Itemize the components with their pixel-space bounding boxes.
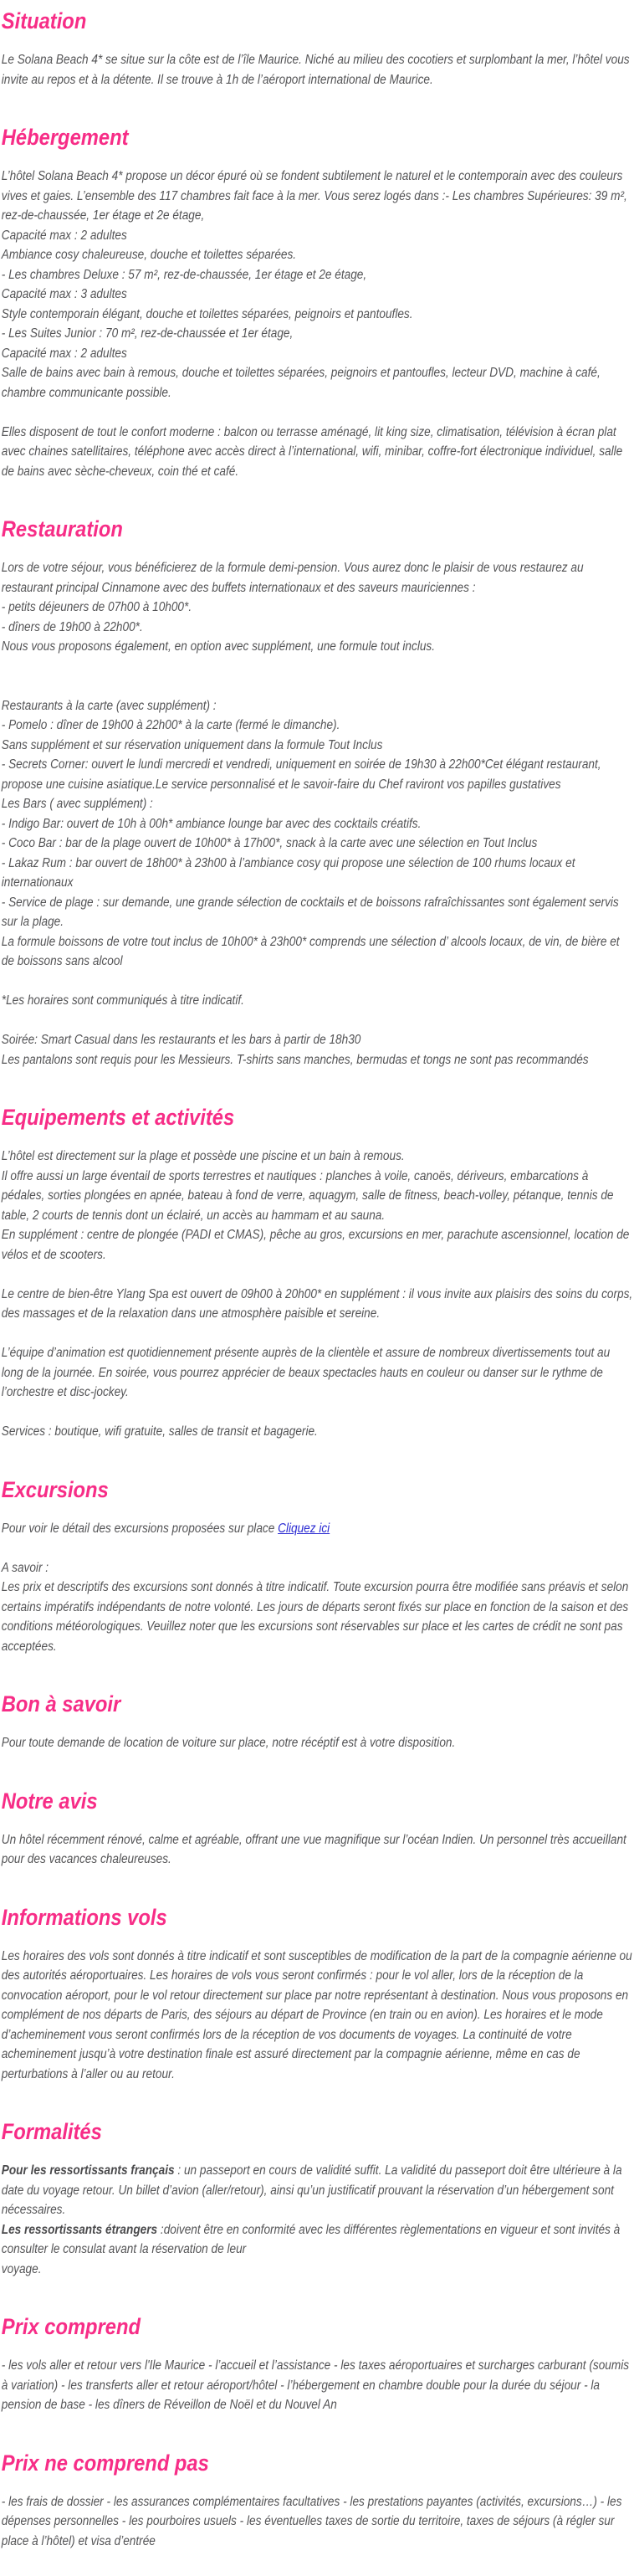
section-title-hebergement: Hébergement [1, 125, 129, 150]
section-title-situation: Situation [1, 8, 87, 33]
paragraph [2, 2161, 633, 2220]
paragraph: Les horaires des vols sont donnés à titre indicatif et sont susceptibles de modification de la part de la compagnie aérienne ou des autorités aéroportuaires. Les horaires de vols vous seront confirmés : pour le vol aller, lors de la réception de la convocation aéroport, pour le vol retour directement sur place par notre représentant à destination. Nous vous proposons en complément de nos départs de Paris, des séjours au départ de Province (en train ou en avion). Les horaires et le mode d’acheminement vous seront confirmés lors de la réception de vos documents de voyages. La continuité de votre acheminement jusqu’à votre destination finale est assuré directement par la compagnie aérienne, même en cas de perturbations à l’aller ou au retour. [1, 1948, 632, 2081]
paragraph: Capacité max : 3 adultes [1, 287, 127, 301]
paragraph: - Service de plage : sur demande, une grande sélection de cocktails et de boissons rafraîchissantes sont également servis sur la plage. [1, 895, 619, 929]
paragraph: Capacité max : 2 adultes [1, 228, 127, 243]
paragraph: Un hôtel récemment rénové, calme et agréable, offrant une vue magnifique sur l’océan Indien. Un personnel très accueillant pour des vacances chaleureuses. [1, 1832, 626, 1866]
paragraph: Sans supplément et sur réservation uniquement dans la formule Tout Inclus [1, 737, 383, 752]
excursions-details-link[interactable]: Cliquez ici [278, 1521, 330, 1536]
section-title-equipements-activites: Equipements et activités [1, 1105, 235, 1130]
paragraph [2, 1519, 633, 1539]
section-notre-avis [2, 1788, 633, 1870]
paragraph: L’équipe d’animation est quotidiennement présente auprès de la clientèle et assure de nombreux divertissements tout au long de la journée. En soirée, vous pourrez apprécier de beaux spectacles hauts en couleur ou danser sur le rythme de l’orchestre et disc-jockey. [1, 1346, 611, 1399]
paragraph: Pour toute demande de location de voiture sur place, notre récéptif est à votre disposition. [1, 1736, 456, 1750]
paragraph: - petits déjeuners de 07h00 à 10h00*. [1, 600, 192, 614]
paragraph: Style contemporain élégant, douche et toilettes séparées, peignoirs et pantoufles. [1, 306, 413, 321]
section-title-bon-a-savoir: Bon à savoir [1, 1691, 121, 1716]
section-title-notre-avis: Notre avis [1, 1788, 98, 1814]
section-situation [2, 8, 633, 90]
paragraph: - les vols aller et retour vers l'Ile Maurice - l’accueil et l’assistance - les taxes aéroportuaires et surcharges carburant (soumis à variation) - les transferts aller et retour aéroport/hôtel - l’hébergement en chambre double pour la durée du séjour - la pension de base - les dîners de Réveillon de Noël et du Nouvel An [1, 2358, 630, 2412]
paragraph: Il offre aussi un large éventail de sports terrestres et nautiques : planches à voile, canoës, dériveurs, embarcations à pédales, sorties plongées en apnée, bateau à fond de verre, aquagym, salle de fitness, beach-volley, pétanque, tennis de table, 2 courts de tennis dont un éclairé, un accès au hammam et au sauna. [1, 1168, 614, 1223]
paragraph: Restaurants à la carte (avec supplément) : [1, 698, 217, 713]
excursions-intro-text: Pour voir le détail des excursions proposées sur place [1, 1521, 279, 1536]
paragraph: - Coco Bar : bar de la plage ouvert de 10h00* à 17h00*, snack à la carte avec une sélection en Tout Inclus [1, 836, 538, 850]
paragraph: - Pomelo : dîner de 19h00 à 22h00* à la carte (fermé le dimanche). [1, 718, 340, 732]
formalites-etrangers-text: :doivent être en conformité avec les différentes règlementations en vigueur et sont invités à consulter le consulat avant la réservation de leur [1, 2222, 621, 2256]
paragraph: A savoir : [1, 1560, 49, 1575]
paragraph: - Les chambres Deluxe : 57 m², rez-de-chaussée, 1er étage et 2e étage, [1, 267, 367, 282]
paragraph: - les frais de dossier - les assurances complémentaires facultatives - les prestations payantes (activités, excursions…) - les dépenses personnelles - les pourboires usuels - les éventuelles taxes de sortie du territoire, taxes de séjours (à régler sur place à l’hôtel) et visa d’entrée [1, 2494, 622, 2548]
paragraph: Elles disposent de tout le confort moderne : balcon ou terrasse aménagé, lit king size, climatisation, télévision à écran plat avec chaines satellitaires, téléphone avec accès direct à l’international, wifi, minibar, coffre-fort électronique individuel, salle de bains avec sèche-cheveux, coin thé et café. [1, 424, 623, 479]
section-title-prix-comprend: Prix comprend [1, 2314, 141, 2339]
section-title-formalites: Formalités [1, 2119, 102, 2144]
paragraph: Les pantalons sont requis pour les Messieurs. T-shirts sans manches, bermudas et tongs ne sont pas recommandés [1, 1052, 589, 1067]
section-informations-vols [2, 1905, 633, 2085]
paragraph: - Les Suites Junior : 70 m², rez-de-chaussée et 1er étage, [1, 326, 294, 341]
section-excursions [2, 1477, 633, 1657]
paragraph: *Les horaires sont communiqués à titre indicatif. [1, 993, 244, 1008]
section-title-excursions: Excursions [1, 1476, 109, 1502]
paragraph: Les Bars ( avec supplément) : [1, 797, 153, 811]
section-bon-a-savoir [2, 1691, 633, 1753]
paragraph: Les prix et descriptifs des excursions sont donnés à titre indicatif. Toute excursion pourra être modifiée sans préavis et selon certains impératifs indépendants de notre volonté. Les jours de départs seront fixés sur place en fonction de la saison et des conditions météorologiques. Veuillez noter que les excursions sont réservables sur place et les cartes de crédit ne sont pas acceptées. [1, 1580, 629, 1654]
paragraph: Ambiance cosy chaleureuse, douche et toilettes séparées. [1, 248, 297, 262]
paragraph: La formule boissons de votre tout inclus de 10h00* à 23h00* comprends une sélection d’ alcools locaux, de vin, de bière et de boissons sans alcool [1, 934, 620, 968]
paragraph: - Indigo Bar: ouvert de 10h à 00h* ambiance lounge bar avec des cocktails créatifs. [1, 816, 422, 831]
paragraph: - Secrets Corner: ouvert le lundi mercredi et vendredi, uniquement en soirée de 19h30 à 22h00*Cet élégant restaurant, propose une cuisine asiatique.Le service personnalisé et le savoir-faire du Chef raviront vos papilles gustatives [1, 757, 601, 792]
paragraph: voyage. [1, 2261, 42, 2276]
paragraph: Salle de bains avec bain à remous, douche et toilettes séparées, peignoirs et pantoufles, lecteur DVD, machine à café, chambre communicante possible. [1, 366, 601, 400]
section-title-restauration: Restauration [1, 516, 123, 541]
paragraph: L’hôtel est directement sur la plage et possède une piscine et un bain à remous. [1, 1149, 405, 1163]
paragraph: Le centre de bien-être Ylang Spa est ouvert de 09h00 à 20h00* en supplément : il vous invite aux plaisirs des soins du corps, des massages et de la relaxation dans une atmosphère paisible et sereine. [1, 1286, 633, 1321]
paragraph: Services : boutique, wifi gratuite, salles de transit et bagagerie. [1, 1424, 318, 1439]
section-title-informations-vols: Informations vols [1, 1904, 167, 1930]
paragraph: Capacité max : 2 adultes [1, 346, 127, 361]
section-formalites [2, 2119, 633, 2279]
paragraph [2, 2220, 633, 2260]
paragraph: - dîners de 19h00 à 22h00*. [1, 619, 143, 634]
paragraph: Le Solana Beach 4* se situe sur la côte est de l’île Maurice. Niché au milieu des cocotiers et surplombant la mer, l’hôtel vous invite au repos et à la détente. Il se trouve à 1h de l’aéroport international de Maurice. [1, 53, 630, 87]
section-restauration [2, 516, 633, 1070]
paragraph: Lors de votre séjour, vous bénéficierez de la formule demi-pension. Vous aurez donc le plaisir de vous restaurez au restaurant principal Cinnamone avec des buffets internationaux et des saveurs mauriciennes : [1, 561, 584, 595]
section-hebergement [2, 125, 633, 481]
paragraph: - Lakaz Rum : bar ouvert de 18h00* à 23h00 à l’ambiance cosy qui propose une sélection de 100 rhums locaux et internationaux [1, 855, 575, 890]
paragraph: En supplément : centre de plongée (PADI et CMAS), pêche au gros, excursions en mer, parachute ascensionnel, location de vélos et de scooters. [1, 1228, 630, 1262]
section-equipements-activites [2, 1105, 633, 1442]
formalites-francais-text: : un passeport en cours de validité suffit. La validité du passeport doit être ultérieure à la date du voyage retour. Un billet d’avion (aller/retour), ainsi qu’un justificatif prouvant la réservation d’un hébergement sont nécessaires. [1, 2163, 622, 2217]
paragraph: L’hôtel Solana Beach 4* propose un décor épuré où se fondent subtilement le naturel et le contemporain avec des couleurs vives et gaies. L’ensemble des 117 chambres fait face à la mer. Vous serez logés dans :- Les chambres Supérieures: 39 m², rez-de-chaussée, 1er étage et 2e étage, [1, 169, 627, 223]
paragraph: Nous vous proposons également, en option avec supplément, une formule tout inclus. [1, 639, 436, 654]
paragraph: Soirée: Smart Casual dans les restaurants et les bars à partir de 18h30 [1, 1033, 361, 1047]
formalites-etrangers-label: Les ressortissants étrangers [1, 2222, 158, 2237]
formalites-francais-label: Pour les ressortissants français [1, 2163, 175, 2178]
section-prix-comprend [2, 2314, 633, 2415]
section-prix-ne-comprend-pas [2, 2450, 633, 2552]
section-title-prix-ne-comprend-pas: Prix ne comprend pas [1, 2450, 209, 2476]
